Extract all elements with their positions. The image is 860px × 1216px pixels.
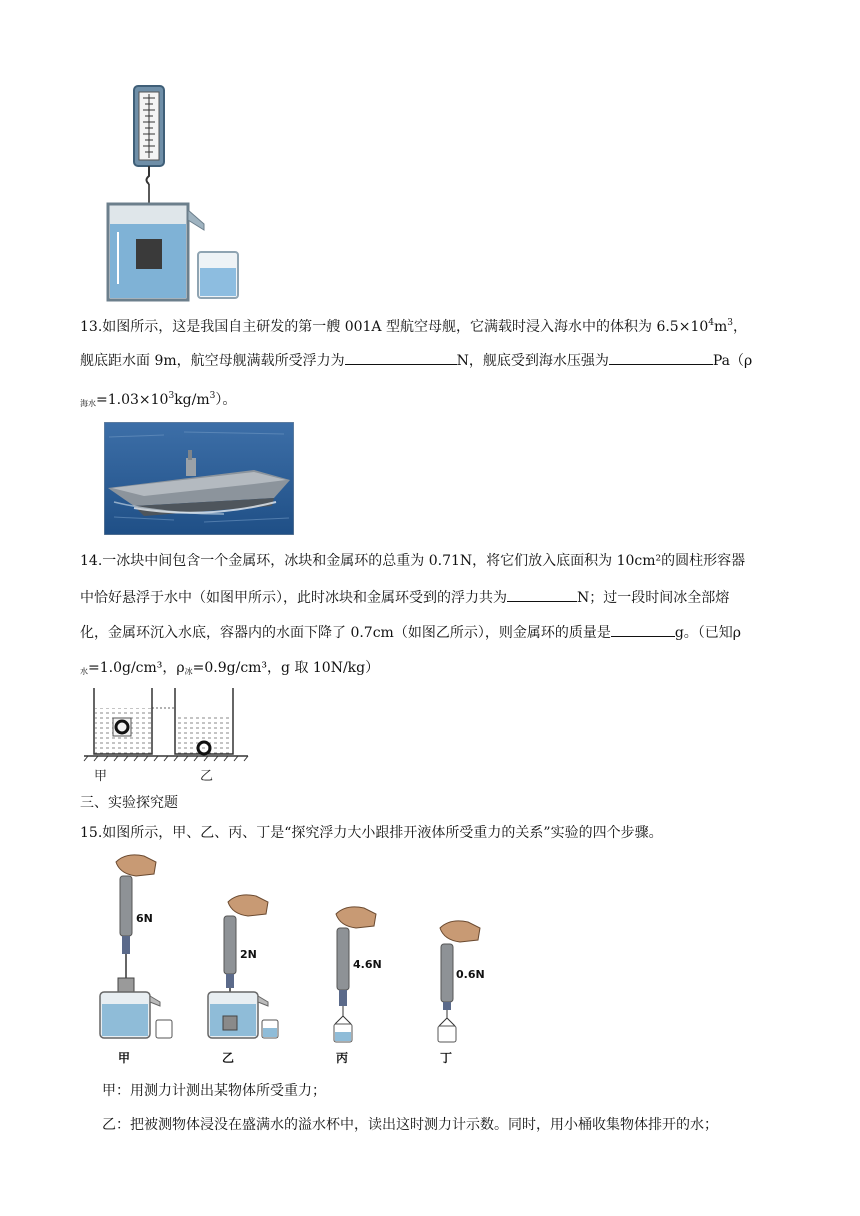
- q13-seawater-subscript: 海水: [80, 399, 96, 408]
- q14-line1: 14.一冰块中间包含一个金属环，冰块和金属环的总重为 0.71N，将它们放入底面积为 10cm²的圆柱形容器: [80, 553, 746, 569]
- q14-line2-text: 中恰好悬浮于水中（如图甲所示），此时冰块和金属环受到的浮力共为: [80, 590, 507, 606]
- q14-line2: [80, 587, 729, 608]
- q13-text-start: 13.如图所示，这是我国自主研发的第一艘 001A 型航空母舰，它满载时浸入海水中的体积为 6.5×10: [80, 319, 709, 335]
- q13-density-unit: kg/m: [174, 392, 210, 408]
- q13-density-unit-exponent: 3: [209, 391, 216, 401]
- step-yi-apparatus: [208, 895, 278, 1065]
- q14-ice-density: =0.9g/cm³，g 取 10N/kg）: [192, 660, 380, 676]
- q14-mass-answer-blank[interactable]: [611, 622, 675, 637]
- q14-line3: [80, 622, 741, 643]
- step-bing-reading: 4.6N: [353, 958, 382, 971]
- q14-water-subscript: 水: [80, 667, 88, 676]
- q13-line2-text: 舰底距水面 9m，航空母舰满载所受浮力为: [80, 353, 345, 369]
- q15-intro: 15.如图所示，甲、乙、丙、丁是“探究浮力大小跟排开液体所受重力的关系”实验的四个步骤。: [80, 825, 663, 841]
- q13-pressure-answer-blank[interactable]: [609, 350, 713, 365]
- q14-line4: [80, 658, 379, 682]
- ice-ring-containers-figure: [82, 686, 252, 786]
- q13-line2-end: Pa（ρ: [712, 353, 753, 369]
- q14-water-density: =1.0g/cm³，ρ: [88, 660, 185, 676]
- q14-ice-subscript: 冰: [184, 667, 193, 676]
- q14-line3-end: g。（已知ρ: [674, 625, 742, 641]
- q13-volume-unit: m: [714, 319, 728, 335]
- step-jia-apparatus: [100, 855, 172, 1065]
- step-bing-label: 丙: [336, 1051, 349, 1065]
- q15-step-jia: 甲：用测力计测出某物体所受重力；: [102, 1083, 326, 1099]
- step-yi-label: 乙: [222, 1051, 235, 1065]
- q14-figure-label-jia: 甲: [94, 769, 108, 784]
- buoyancy-experiment-steps-figure: [96, 852, 496, 1072]
- q13-volume-unit-exponent: 3: [727, 318, 734, 328]
- q14-line2-end: N；过一段时间冰全部熔: [577, 590, 730, 606]
- step-ding-label: 丁: [440, 1051, 453, 1065]
- step-jia-label: 甲: [118, 1051, 131, 1065]
- q13-volume-exponent: 4: [708, 318, 714, 328]
- q13-line3: [80, 386, 236, 414]
- section-title-experiments: 三、实验探究题: [80, 795, 178, 811]
- q13-line1: [80, 313, 747, 337]
- step-jia-reading: 6N: [136, 912, 153, 925]
- q14-buoyancy-answer-blank[interactable]: [507, 587, 577, 602]
- q15-step-yi: 乙：把被测物体浸没在盛满水的溢水杯中，读出这时测力计示数。同时，用小桶收集物体排开的水；: [102, 1117, 718, 1133]
- aircraft-carrier-photo: [104, 422, 294, 535]
- q13-line2-mid: N，舰底受到海水压强为: [456, 353, 609, 369]
- q14-line3-text: 化，金属环沉入水底，容器内的水面下降了 0.7cm（如图乙所示），则金属环的质量是: [80, 625, 611, 641]
- q13-density-exponent: 3: [168, 391, 175, 401]
- q13-buoyancy-answer-blank[interactable]: [345, 350, 457, 365]
- step-yi-reading: 2N: [240, 948, 257, 961]
- step-ding-apparatus: [438, 921, 485, 1065]
- step-bing-apparatus: [334, 907, 382, 1065]
- step-ding-reading: 0.6N: [456, 968, 485, 981]
- q13-line2: [80, 350, 752, 371]
- q13-density-value: =1.03×10: [96, 392, 169, 408]
- q13-line1-end: ，: [733, 319, 748, 335]
- spring-scale-overflow-figure: [104, 84, 254, 302]
- q13-line3-end: ）。: [215, 392, 237, 408]
- q14-figure-label-yi: 乙: [200, 769, 214, 784]
